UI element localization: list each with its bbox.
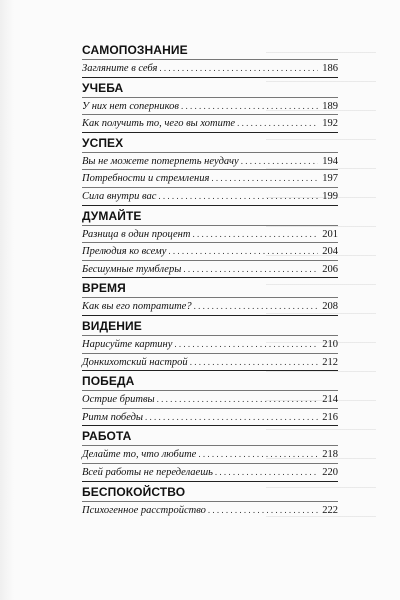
toc-section bbox=[82, 277, 338, 315]
dot-leader bbox=[183, 261, 318, 278]
entry-title: Всей работы не переделаешь bbox=[82, 466, 213, 478]
toc-entry bbox=[82, 445, 338, 463]
entry-title: Бесшумные тумблеры bbox=[82, 263, 182, 275]
toc-section bbox=[82, 40, 338, 77]
toc-entry bbox=[82, 242, 338, 260]
toc-entry bbox=[82, 59, 338, 77]
entry-title: Делайте то, что любите bbox=[82, 449, 197, 461]
page-number: 214 bbox=[322, 394, 338, 406]
dot-leader bbox=[198, 446, 318, 463]
book-spine-shadow bbox=[0, 0, 14, 600]
section-heading: ВИДЕНИЕ bbox=[82, 315, 338, 335]
toc-section bbox=[82, 132, 338, 205]
toc-section bbox=[82, 425, 338, 480]
dot-leader bbox=[174, 336, 318, 353]
dot-leader bbox=[194, 298, 319, 315]
entry-title: Как получить то, чего вы хотите bbox=[82, 118, 236, 130]
section-heading: ВРЕМЯ bbox=[82, 277, 338, 297]
section-heading: УЧЕБА bbox=[82, 77, 338, 97]
page-number: 194 bbox=[322, 155, 338, 167]
section-heading: РАБОТА bbox=[82, 425, 338, 445]
toc-section bbox=[82, 481, 338, 519]
toc-section bbox=[82, 315, 338, 370]
entry-title: Потребности и стремления bbox=[82, 173, 210, 185]
dot-leader bbox=[237, 115, 318, 132]
page-number: 189 bbox=[322, 100, 338, 112]
toc-entry bbox=[82, 390, 338, 408]
toc-entry bbox=[82, 463, 338, 481]
page-number: 212 bbox=[322, 356, 338, 368]
dot-leader bbox=[157, 391, 319, 408]
page-number: 204 bbox=[322, 246, 338, 258]
page-number: 222 bbox=[322, 504, 338, 516]
dot-leader bbox=[208, 502, 318, 519]
toc-entry bbox=[82, 187, 338, 205]
toc-entry bbox=[82, 97, 338, 115]
page-number: 201 bbox=[322, 228, 338, 240]
toc-entry bbox=[82, 408, 338, 426]
toc-entry bbox=[82, 114, 338, 132]
page-number: 186 bbox=[322, 63, 338, 74]
page-number: 192 bbox=[322, 118, 338, 130]
entry-title: Как вы его потратите? bbox=[82, 301, 192, 313]
toc-section bbox=[82, 205, 338, 278]
entry-title: Разница в один процент bbox=[82, 228, 191, 240]
entry-title: Ритм победы bbox=[82, 411, 144, 423]
dot-leader bbox=[145, 409, 318, 426]
entry-title: Психогенное расстройство bbox=[82, 504, 206, 516]
entry-title: Сила внутри вас bbox=[82, 190, 157, 202]
entry-title: Острие бритвы bbox=[82, 394, 155, 406]
toc-section bbox=[82, 77, 338, 132]
entry-title: Прелюдия ко всему bbox=[82, 246, 167, 258]
toc-entry bbox=[82, 169, 338, 187]
page-number: 199 bbox=[322, 190, 338, 202]
toc-entry bbox=[82, 225, 338, 243]
dot-leader bbox=[241, 153, 319, 170]
page-number: 210 bbox=[322, 338, 338, 350]
dot-leader bbox=[168, 243, 318, 260]
entry-title: Вы не можете потерпеть неудачу bbox=[82, 155, 239, 167]
toc-entry bbox=[82, 297, 338, 315]
entry-title: Загляните в себя bbox=[82, 63, 158, 74]
section-heading: САМОПОЗНАНИЕ bbox=[82, 43, 188, 57]
entry-title: Нарисуйте картину bbox=[82, 338, 173, 350]
page-number: 197 bbox=[322, 173, 338, 185]
toc-entry bbox=[82, 335, 338, 353]
section-heading: ДУМАЙТЕ bbox=[82, 205, 338, 225]
entry-title: У них нет соперников bbox=[82, 100, 179, 112]
toc-entry bbox=[82, 501, 338, 519]
page-number: 206 bbox=[322, 263, 338, 275]
dot-leader bbox=[159, 60, 318, 77]
page-number: 216 bbox=[322, 411, 338, 423]
toc-entry bbox=[82, 353, 338, 371]
entry-title: Донкихотский настрой bbox=[82, 356, 188, 368]
toc-entry bbox=[82, 260, 338, 278]
dot-leader bbox=[215, 464, 318, 481]
section-heading: БЕСПОКОЙСТВО bbox=[82, 481, 338, 501]
page-number: 218 bbox=[322, 449, 338, 461]
toc-section bbox=[82, 370, 338, 425]
section-heading: УСПЕХ bbox=[82, 132, 338, 152]
page-number: 208 bbox=[322, 301, 338, 313]
dot-leader bbox=[181, 98, 318, 115]
table-of-contents bbox=[82, 40, 338, 518]
dot-leader bbox=[158, 188, 318, 205]
dot-leader bbox=[192, 226, 318, 243]
section-heading: ПОБЕДА bbox=[82, 370, 338, 390]
page-number: 220 bbox=[322, 466, 338, 478]
dot-leader bbox=[190, 354, 319, 371]
dot-leader bbox=[211, 170, 318, 187]
toc-entry bbox=[82, 152, 338, 170]
